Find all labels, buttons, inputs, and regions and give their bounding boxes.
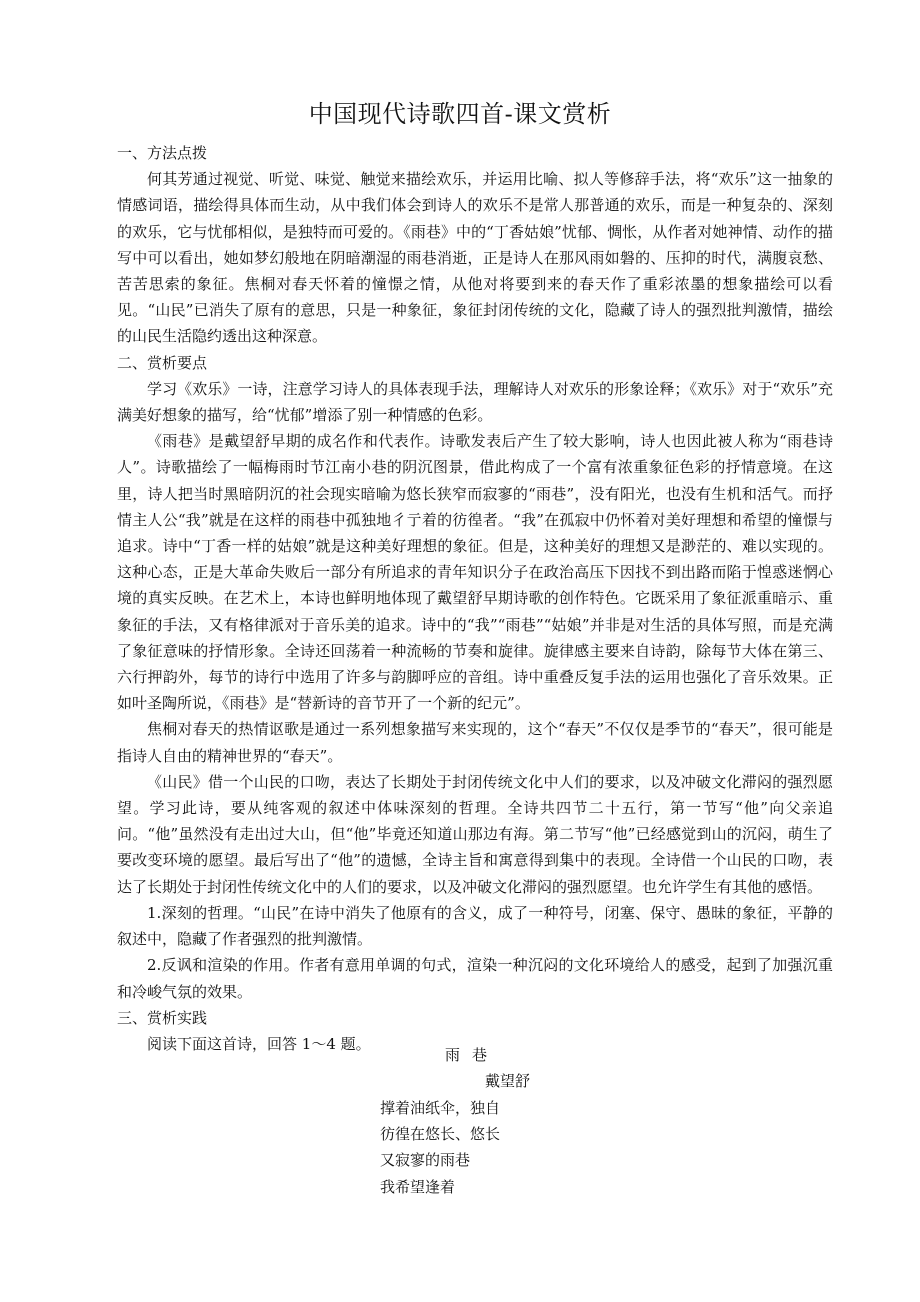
section-heading-practice: 三、赏析实践 — [117, 1008, 208, 1027]
poem-line: 我希望逢着 — [380, 1177, 456, 1196]
poem-line: 又寂寥的雨巷 — [380, 1151, 471, 1170]
document-body — [117, 140, 833, 1057]
paragraph: 《山民》借一个山民的口吻，表达了长期处于封闭传统文化中人们的要求，以及冲破文化滞闷的强烈愿望。学习此诗，要从纯客观的叙述中体味深刻的哲理。全诗共四节二十五行，第一节写“他”向父亲追问。“他”虽然没有走出过大山，但“他”毕竟还知道山那边有海。第二节写“他”已经感觉到山的沉闷，萌生了要改变环境的愿望。最后写出了“他”的遗憾，全诗主旨和寓意得到集中的表现。全诗借一个山民的口吻，表达了长期处于封闭性传统文化中的人们的要求，以及冲破文化滞闷的强烈愿望。也允许学生有其他的感悟。 — [117, 772, 833, 896]
paragraph: 《雨巷》是戴望舒早期的成名作和代表作。诗歌发表后产生了较大影响，诗人也因此被人称为“雨巷诗人”。诗歌描绘了一幅梅雨时节江南小巷的阴沉图景，借此构成了一个富有浓重象征色彩的抒情意境。在这里，诗人把当时黑暗阴沉的社会现实暗喻为悠长狭窄而寂寥的“雨巷”，没有阳光，也没有生机和活气。而抒情主人公“我”就是在这样的雨巷中孤独地彳亍着的彷徨者。“我”在孤寂中仍怀着对美好理想和希望的憧憬与追求。诗中“丁香一样的姑娘”就是这种美好理想的象征。但是，这种美好的理想又是渺茫的、难以实现的。这种心态，正是大革命失败后一部分有所追求的青年知识分子在政治高压下因找不到出路而陷于惶惑迷惘心境的真实反映。在艺术上，本诗也鲜明地体现了戴望舒早期诗歌的创作特色。它既采用了象征派重暗示、重象征的手法，又有格律派对于音乐美的追求。诗中的“我”“雨巷”“姑娘”并非是对生活的具体写照，而是充满了象征意味的抒情形象。全诗还回荡着一种流畅的节奏和旋律。旋律感主要来自诗韵，除每节大体在第三、六行押韵外，每节的诗行中选用了许多与韵脚呼应的音组。诗中重叠反复手法的运用也强化了音乐效果。正如叶圣陶所说，《雨巷》是“替新诗的音节开了一个新的纪元”。 — [117, 432, 833, 713]
poem-line: 彷徨在悠长、悠长 — [380, 1125, 501, 1144]
section-heading-method: 一、方法点拨 — [117, 144, 208, 162]
paragraph: 学习《欢乐》一诗，注意学习诗人的具体表现手法，理解诗人对欢乐的形象诠释；《欢乐》对于“欢乐”充满美好想象的描写，给“忧郁”增添了别一种情感的色彩。 — [117, 379, 833, 425]
section-heading-key-points: 二、赏析要点 — [117, 353, 208, 372]
poem-author: 戴望舒 — [485, 1072, 531, 1090]
poem-title: 雨巷 — [444, 1046, 499, 1064]
paragraph: 焦桐对春天的热情讴歌是通过一系列想象描写来实现的，这个“春天”不仅仅是季节的“春天”，很可能是指诗人自由的精神世界的“春天”。 — [117, 720, 833, 765]
paragraph: 何其芳通过视觉、听觉、味觉、触觉来描绘欢乐，并运用比喻、拟人等修辞手法，将“欢乐”这一抽象的情感词语，描绘得具体而生动，从中我们体会到诗人的欢乐不是常人那普通的欢乐，而是一种复杂的、深刻的欢乐，它与忧郁相似，是独特而可爱的。《雨巷》中的“丁香姑娘”忧郁、惆怅，从作者对她神情、动作的描写中可以看出，她如梦幻般地在阴暗潮湿的雨巷消逝，正是诗人在那风雨如磐的、压抑的时代，满腹哀愁、苦苦思索的象征。焦桐对春天怀着的憧憬之情，从他对将要到来的春天作了重彩浓墨的想象描绘可以看见。“山民”已消失了原有的意思，只是一种象征，象征封闭传统的文化，隐藏了诗人的强烈批判激情，描绘的山民生活隐约透出这种深意。 — [117, 170, 833, 346]
document-title: 中国现代诗歌四首-课文赏析 — [308, 100, 612, 128]
poem-lines — [380, 1095, 680, 1200]
poem-line: 撑着油纸伞，独自 — [380, 1099, 501, 1117]
instruction-text: 阅读下面这首诗，回答 1～4 题。 — [147, 1034, 371, 1053]
paragraph: 2.反讽和渲染的作用。作者有意用单调的句式，渲染一种沉闷的文化环境给人的感受，起到了加强沉重和冷峻气氛的效果。 — [117, 956, 833, 1001]
paragraph: 1.深刻的哲理。“山民”在诗中消失了他原有的含义，成了一种符号，闭塞、保守、愚昧的象征，平静的叙述中，隐藏了作者强烈的批判激情。 — [117, 903, 833, 949]
